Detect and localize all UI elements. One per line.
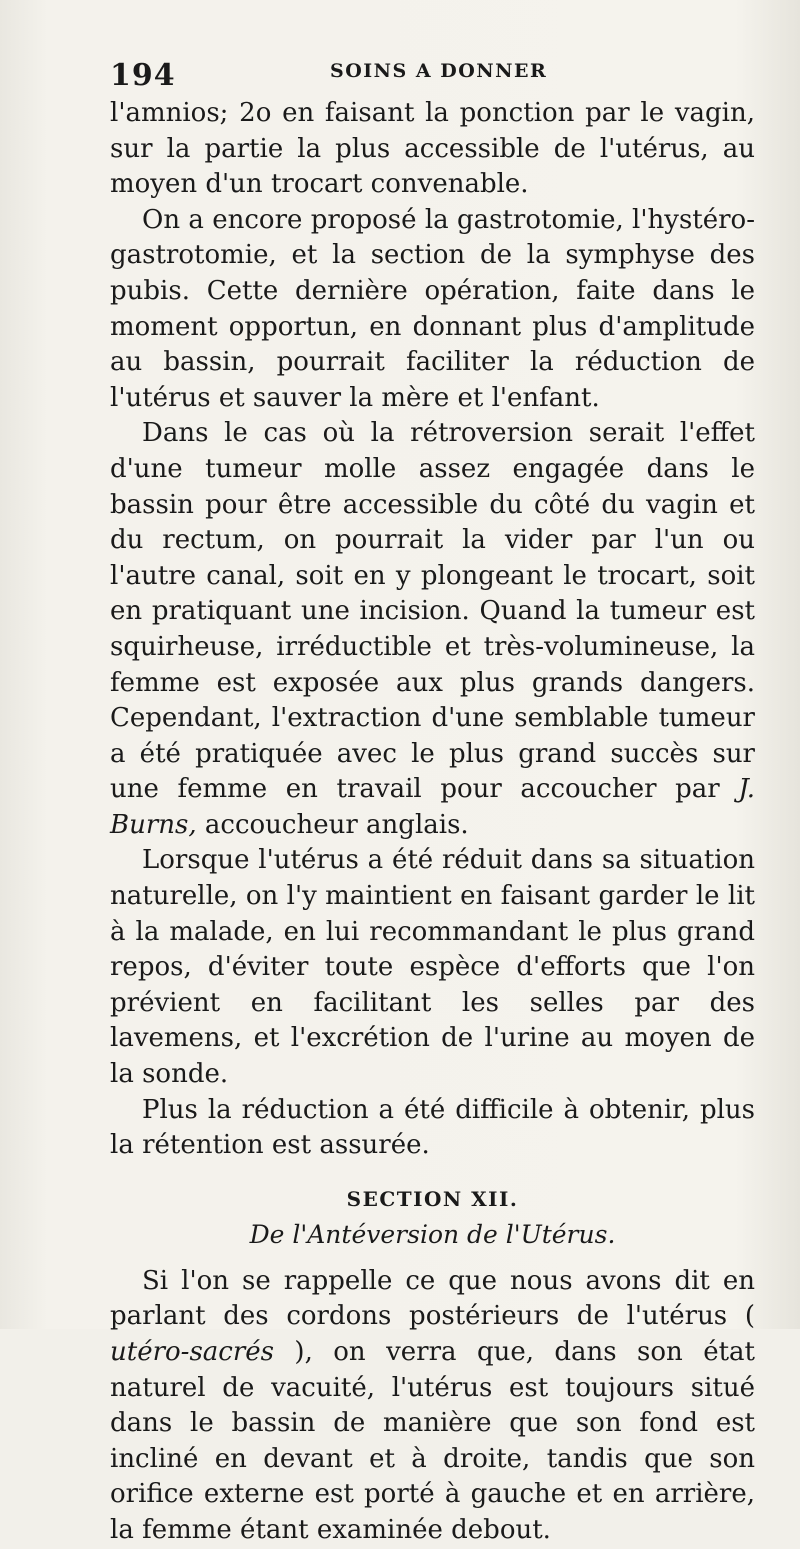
paragraph-6 — [110, 1264, 755, 1549]
paragraph-6-text-a: Si l'on se rappelle ce que nous avons dit en parlant des cordons postérieurs de l'utérus ( — [110, 1265, 755, 1332]
paragraph-3 — [110, 416, 755, 843]
paragraph-3-text-b: accoucheur anglais. — [196, 809, 469, 840]
page-header — [110, 56, 750, 96]
paragraph-5: Plus la réduction a été difficile à obtenir, plus la rétention est assurée. — [110, 1094, 755, 1161]
paragraph-6-text-b: ), on verra que, dans son état naturel de vacuité, l'utérus est toujours situé dans le bassin de manière que son fond est incliné en devant et à droite, tandis que son orifice externe est porté à gauche et en arrière, la femme étant examinée debout. — [110, 1337, 755, 1545]
author-name: J. Burns, — [110, 774, 755, 840]
anatomical-term: utéro-sacrés — [110, 1337, 275, 1367]
paragraph-2: On a encore proposé la gastrotomie, l'hystéro-gastrotomie, et la section de la symphyse des pubis. Cette dernière opération, faite dans le moment opportun, en donnant plus d'amplitude au bassin, pourrait faciliter la réduction de l'utérus et sauver la mère et l'enfant. — [110, 204, 755, 413]
running-head: SOINS A DONNER — [330, 60, 548, 82]
page-number: 194 — [110, 58, 176, 93]
section-number: SECTION XII. — [346, 1186, 519, 1211]
paragraph-3-text-a: Dans le cas où la rétroversion serait l'effet d'une tumeur molle assez engagée dans le bassin pour être accessible du côté du vagin et du rectum, on pourrait la vider par l'un ou l'autre canal, soit en y plongeant le trocart, soit en pratiquant une incision. Quand la tumeur est squirheuse, irréductible et très-volumineuse, la femme est exposée aux plus grands dangers. Cependant, l'extraction d'une semblable tumeur a été pratiquée avec le plus grand succès sur une femme en travail pour accoucher par — [110, 418, 755, 805]
paragraph-4: Lorsque l'utérus a été réduit dans sa situation naturelle, on l'y maintient en faisant garder le lit à la malade, en lui recommandant le plus grand repos, d'éviter toute espèce d'efforts que l'on prévient en facilitant les selles par des lavemens, et l'excrétion de l'urine au moyen de la sonde. — [110, 845, 755, 1090]
paragraph-1: l'amnios; 2o en faisant la ponction par le vagin, sur la partie la plus accessible de l'utérus, au moyen d'un trocart convenable. — [110, 98, 755, 200]
section-title: De l'Antéversion de l'Utérus. — [249, 1219, 616, 1249]
body-text — [110, 96, 755, 1549]
